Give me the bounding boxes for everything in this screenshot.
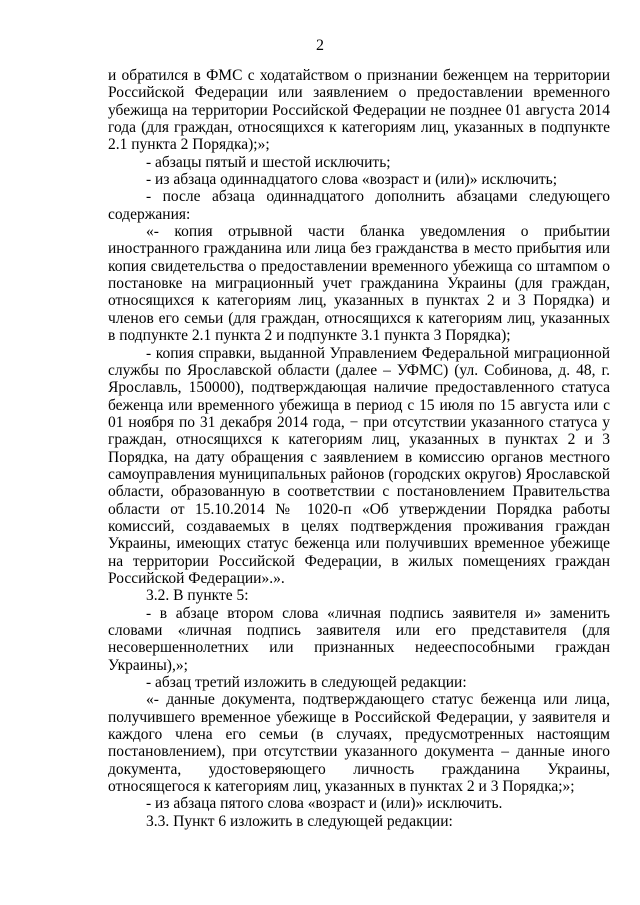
paragraph: - абзац третий изложить в следующей редакции:	[146, 674, 467, 692]
paragraph: 3.3. Пункт 6 изложить в следующей редакции:	[146, 812, 453, 830]
paragraph: - после абзаца одиннадцатого дополнить абзацами следующего содержания:	[108, 188, 610, 223]
paragraph: 3.2. В пункте 5:	[146, 587, 249, 605]
paragraph: «- копия отрывной части бланка уведомления о прибытии иностранного гражданина или лица без гражданства в место прибытия или копия свидетельства о предоставлении временного убежища со штампом о постановке на миграционный учет гражданина Украины (для граждан, относящихся к категориям лиц, указанных в пунктах 2 и 3 Порядка) и членов его семьи (для граждан, относящихся к категориям лиц, указанных в подпункте 2.1 пункта 2 и подпункте 3.1 пункта 3 Порядка);	[108, 223, 610, 345]
paragraph: - абзацы пятый и шестой исключить;	[146, 153, 391, 171]
document-body	[108, 67, 610, 830]
paragraph: «- данные документа, подтверждающего статус беженца или лица, получившего временное убежище в Российской Федерации, у заявителя и каждого члена его семьи (в случаях, предусмотренных настоящим постановлением), при отсутствии указанного документа – данные иного документа, удостоверяющего личность гражданина Украины, относящегося к категориям лиц, указанных в пунктах 2 и 3 Порядка;»;	[108, 691, 610, 796]
paragraph: - в абзаце втором слова «личная подпись заявителя и» заменить словами «личная подпись заявителя или его представителя (для несовершеннолетних или признанных недееспособными граждан Украины),»;	[108, 604, 610, 674]
paragraph: - из абзаца одиннадцатого слова «возраст и (или)» исключить;	[146, 171, 558, 189]
paragraph: - из абзаца пятого слова «возраст и (или)» исключить.	[146, 795, 503, 813]
paragraph: и обратился в ФМС с ходатайством о признании беженцем на территории Российской Федерации или заявлением о предоставлении временного убежища на территории Российской Федерации не позднее 01 августа 2014 года (для граждан, относящихся к категориям лиц, указанных в подпункте 2.1 пункта 2 Порядка);»;	[108, 67, 610, 154]
page-number: 2	[316, 37, 324, 54]
paragraph: - копия справки, выданной Управлением Федеральной миграционной службы по Ярославской области (далее – УФМС) (ул. Собинова, д. 48, г. Ярославль, 150000), подтверждающая наличие предоставленного статуса беженца или временного убежища в период с 15 июля по 15 августа или с 01 ноября по 31 декабря 2014 года, − при отсутствии указанного статуса у граждан, относящихся к категориям лиц, указанных в пунктах 2 и 3 Порядка, на дату обращения с заявлением в комиссию органов местного самоуправления муниципальных районов (городских округов) Ярославской области, образованную в соответствии с постановлением Правительства области от 15.10.2014 № 1020-п «Об утверждении Порядка работы комиссий, создаваемых в целях подтверждения проживания граждан Украины, имеющих статус беженца или получивших временное убежище на территории Российской Федерации, в жилых помещениях граждан Российской Федерации».».	[108, 344, 610, 587]
